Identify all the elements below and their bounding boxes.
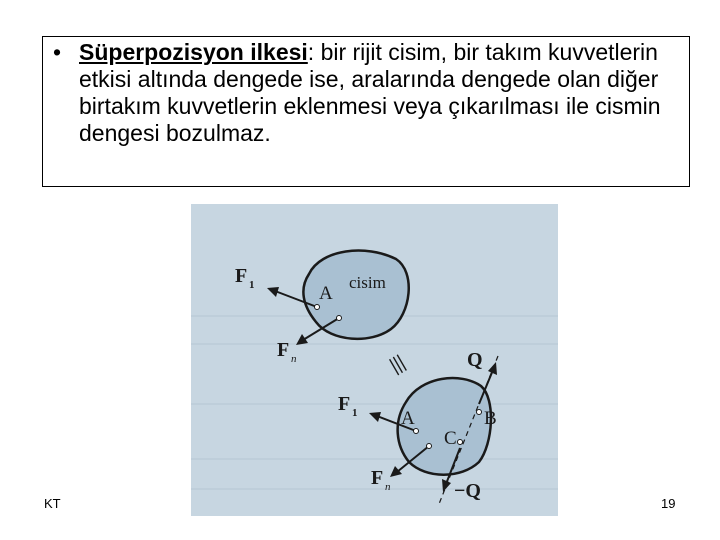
top-fn-subscript: n xyxy=(291,353,297,365)
bullet-point: • xyxy=(53,39,62,65)
bullet-paragraph xyxy=(53,39,673,147)
definition-body: : bir rijit cisim, bir takım kuvvetlerin etkisi altında dengede ise, aralarında dengede olan diğer birtakım kuvvetlerin eklenmesi veya çıkarılması ile cismin dengesi bozulmaz. xyxy=(79,39,661,146)
bottom-a-label: A xyxy=(401,408,415,429)
neg-q-label: −Q xyxy=(454,480,481,502)
top-f1-label: F xyxy=(235,265,248,287)
equivalence-symbol: ||| xyxy=(386,350,409,377)
bottom-fn-arrowhead xyxy=(390,466,402,477)
footer-initials: KT xyxy=(44,496,61,511)
top-fn-arrowhead xyxy=(296,334,308,345)
definition-text xyxy=(79,39,673,147)
point-b xyxy=(477,410,482,415)
top-point-a xyxy=(315,305,320,310)
page-number: 19 xyxy=(661,496,676,511)
top-fn-label: F xyxy=(277,339,290,361)
top-f1-subscript: 1 xyxy=(249,279,255,291)
bottom-f1-label: F xyxy=(338,393,351,415)
bottom-point-a xyxy=(414,429,419,434)
top-cisim-label: cisim xyxy=(349,273,386,292)
top-f1-arrowhead xyxy=(267,287,279,297)
term-heading: Süperpozisyon ilkesi xyxy=(79,39,308,65)
definition-box xyxy=(42,36,690,187)
top-a-label: A xyxy=(319,283,333,304)
figure-drawing xyxy=(191,204,558,516)
bottom-f1-arrowhead xyxy=(369,412,381,422)
bottom-f1-subscript: 1 xyxy=(352,407,358,419)
superposition-figure xyxy=(191,204,558,516)
top-point-n xyxy=(337,316,342,321)
bottom-b-label: B xyxy=(484,408,497,429)
point-c xyxy=(458,440,463,445)
q-label: Q xyxy=(467,349,483,371)
background-texture xyxy=(191,316,558,489)
bottom-point-n xyxy=(427,444,432,449)
bottom-fn-label: F xyxy=(371,467,384,489)
bottom-c-label: C xyxy=(444,428,457,449)
bottom-fn-subscript: n xyxy=(385,481,391,493)
